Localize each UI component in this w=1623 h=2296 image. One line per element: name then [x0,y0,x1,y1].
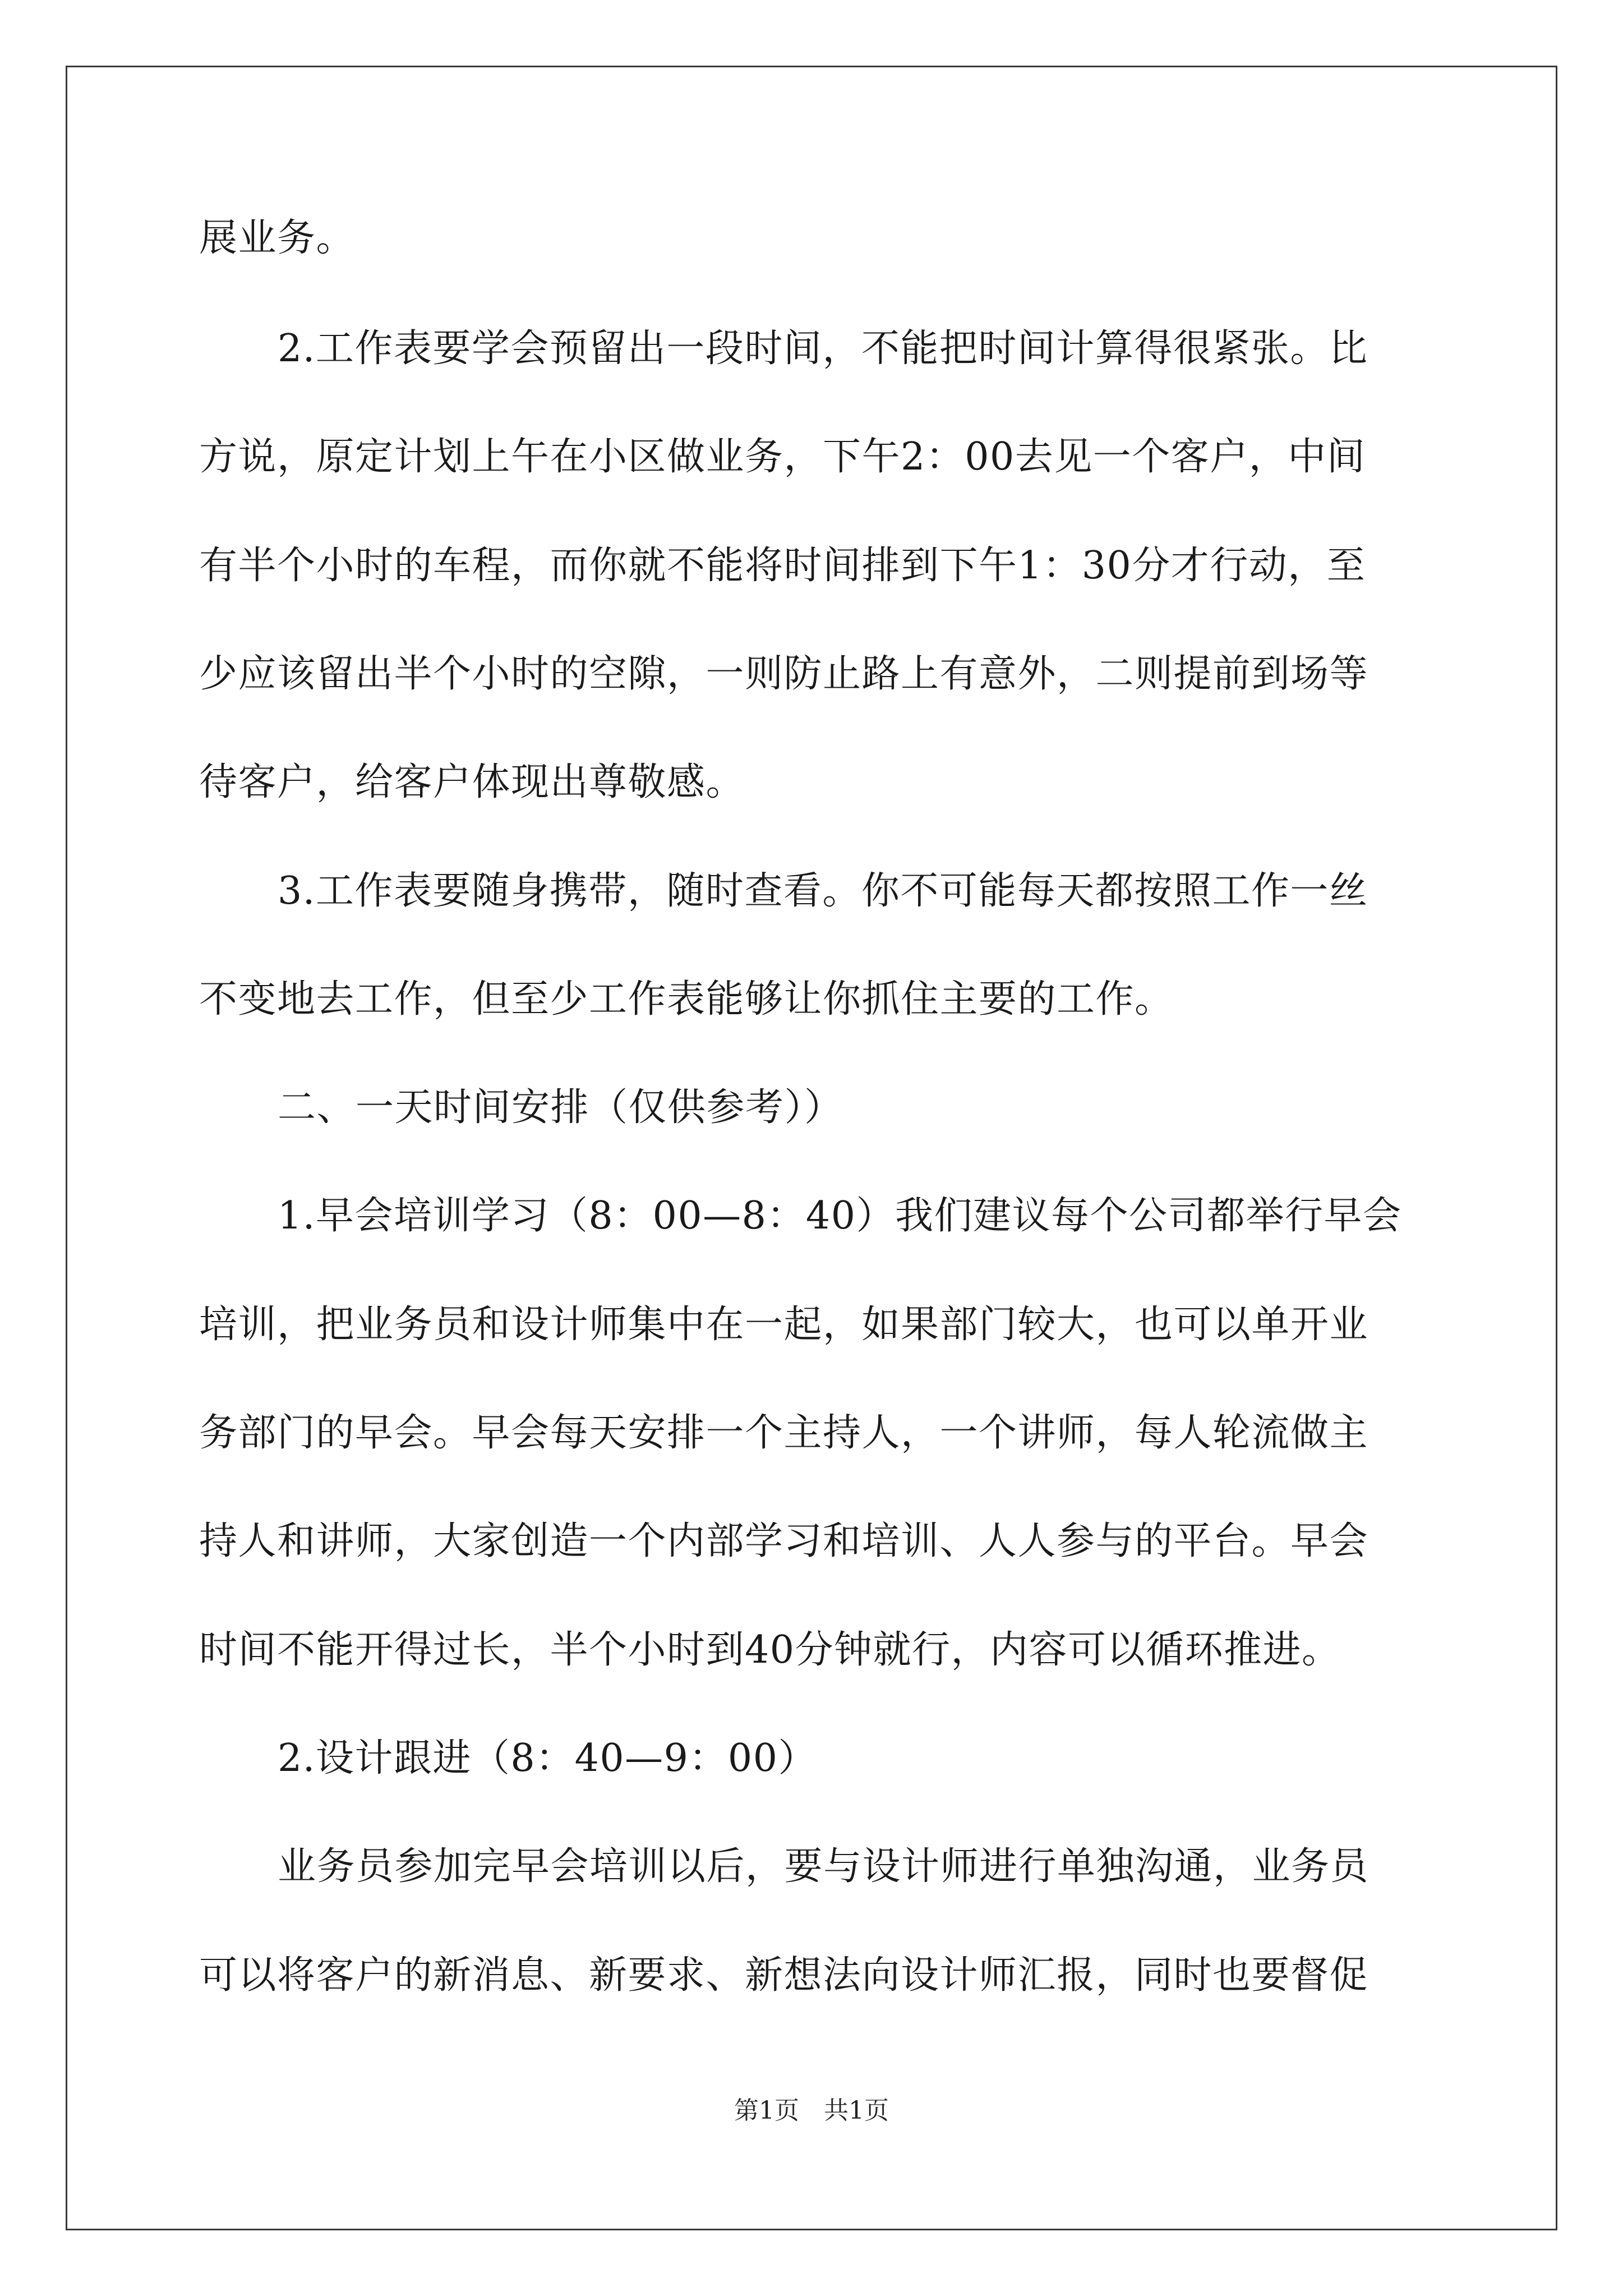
body-line: 业务员参加完早会培训以后，要与设计师进行单独沟通，业务员 [278,1844,1370,1889]
body-line: 可以将客户的新消息、新要求、新想法向设计师汇报，同时也要督促 [199,1953,1369,1998]
body-line: 方说，原定计划上午在小区做业务，下午2：00去见一个客户，中间 [199,435,1366,479]
body-line: 3.工作表要随身携带，随时查看。你不可能每天都按照工作一丝 [278,869,1368,913]
body-line: 时间不能开得过长，半个小时到40分钟就行，内容可以循环推进。 [199,1628,1341,1672]
page-number: 第1页 共1页 [734,2096,889,2125]
body-line: 有半个小时的车程，而你就不能将时间排到下午1：30分才行动，至 [199,544,1366,588]
body-line: 展业务。 [199,216,356,260]
page-border [66,66,1557,2230]
section-heading: 二、一天时间安排（仅供参考）） [278,1085,843,1130]
body-line: 不变地去工作，但至少工作表能够让你抓住主要的工作。 [199,977,1174,1022]
subheading: 2.设计跟进（8：40—9：00） [278,1736,817,1780]
body-line: 少应该留出半个小时的空隙，一则防止路上有意外，二则提前到场等 [199,652,1369,696]
body-line: 1.早会培训学习（8：00—8：40）我们建议每个公司都举行早会 [278,1194,1402,1238]
body-line: 务部门的早会。早会每天安排一个主持人，一个讲师，每人轮流做主 [199,1411,1369,1455]
body-line: 待客户，给客户体现出尊敬感。 [199,760,745,804]
body-line: 持人和讲师，大家创造一个内部学习和培训、人人参与的平台。早会 [199,1519,1369,1563]
body-line: 培训，把业务员和设计师集中在一起，如果部门较大，也可以单开业 [199,1303,1369,1347]
body-line: 2.工作表要学会预留出一段时间，不能把时间计算得很紧张。比 [278,326,1368,371]
